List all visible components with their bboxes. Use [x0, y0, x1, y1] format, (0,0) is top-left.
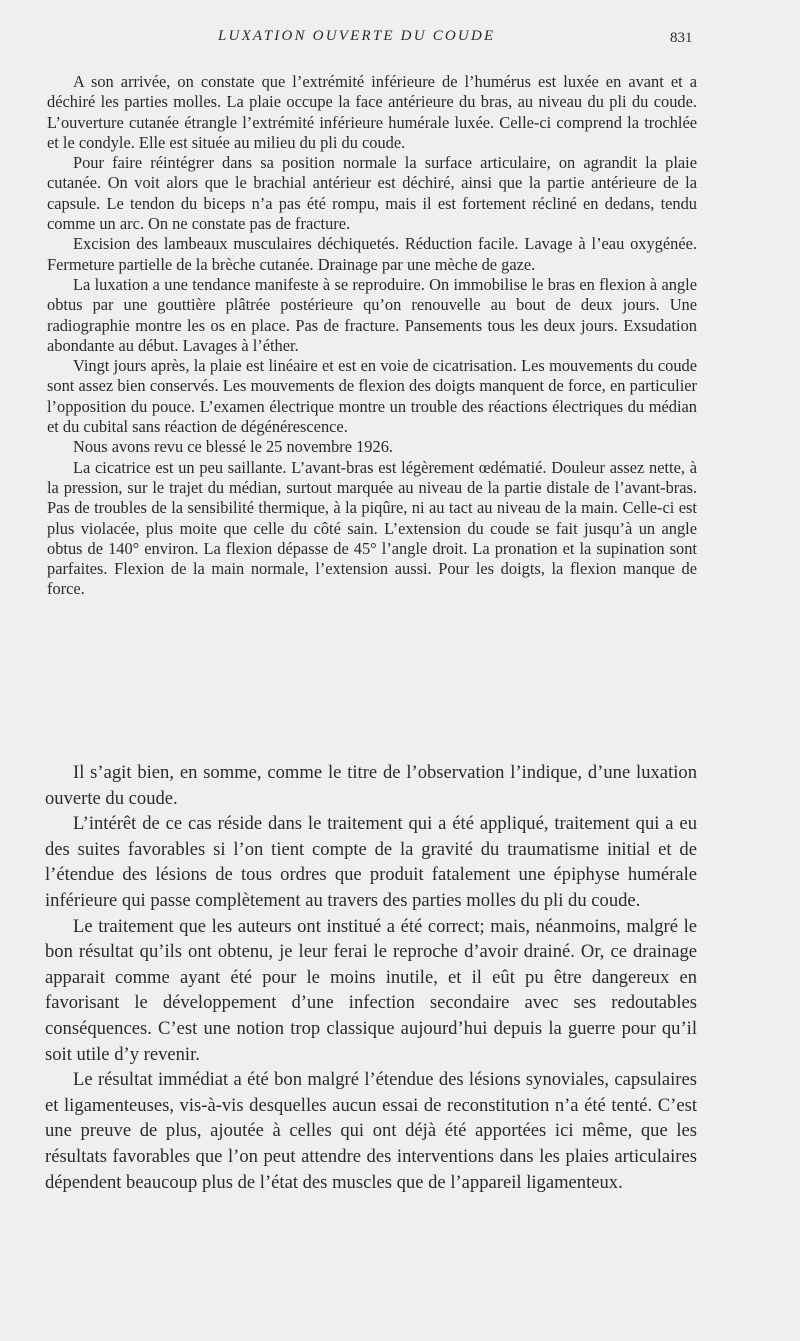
observation-paragraph: Excision des lambeaux musculaires déchiquetés. Réduction facile. Lavage à l’eau oxygénée. Fermeture partielle de la brèche cutanée. Drainage par une mèche de gaze.: [47, 234, 697, 274]
observation-paragraph: Vingt jours après, la plaie est linéaire et est en voie de cicatrisation. Les mouvements du coude sont assez bien conservés. Les mouvements de flexion des doigts manquent de force, en particulier l’opposition du pouce. L’examen électrique montre un trouble des réactions électriques du médian et du cubital sans réaction de dégénérescence.: [47, 356, 697, 437]
commentary-text: [45, 760, 697, 1195]
commentary-paragraph: Il s’agit bien, en somme, comme le titre de l’observation l’indique, d’une luxation ouverte du coude.: [45, 762, 697, 809]
observation-paragraph: A son arrivée, on constate que l’extrémité inférieure de l’humérus est luxée en avant et a déchiré les parties molles. La plaie occupe la face antérieure du bras, au niveau du pli du coude. L’ouverture cutanée étrangle l’extrémité inférieure humérale luxée. Celle-ci comprend la trochlée et le condyle. Elle est située au milieu du pli du coude.: [47, 72, 697, 152]
observation-paragraph: La luxation a une tendance manifeste à se reproduire. On immobilise le bras en flexion à angle obtus par une gouttière plâtrée postérieure qu’on renouvelle au bout de deux jours. Une radiographie montre les os en place. Pas de fracture. Pansements tous les deux jours. Exsudation abondante au début. Lavages à l’éther.: [47, 274, 697, 355]
page-number: 831: [670, 30, 693, 46]
commentary-paragraph: L’intérêt de ce cas réside dans le traitement qui a été appliqué, traitement qui a eu des suites favorables si l’on tient compte de la gravité du traumatisme initial et de l’étendue des lésions de tous ordres que produit fatalement une épiphyse humérale inférieure qui passe complètement au travers des parties molles du pli du coude.: [45, 813, 697, 911]
observation-paragraph: Nous avons revu ce blessé le 25 novembre 1926.: [73, 437, 393, 457]
page-header: [0, 28, 800, 52]
observation-paragraph: Pour faire réintégrer dans sa position normale la surface articulaire, on agrandit la plaie cutanée. On voit alors que le brachial antérieur est déchiré, ainsi que la partie antérieure de la capsule. Le tendon du biceps n’a pas été rompu, mais il est fortement récliné en dedans, tendu comme un arc. On ne constate pas de fracture.: [47, 153, 697, 234]
running-title: LUXATION OUVERTE DU COUDE: [218, 28, 496, 44]
observation-paragraph: La cicatrice est un peu saillante. L’avant-bras est légèrement œdématié. Douleur assez nette, à la pression, sur le trajet du médian, surtout marquée au niveau de la partie distale de l’avant-bras. Pas de troubles de la sensibilité thermique, à la piqûre, ni au tact au niveau de la main. Celle-ci est plus violacée, plus moite que celle du côté sain. L’extension du coude se fait jusqu’à un angle obtus de 140° environ. La flexion dépasse de 45° l’angle droit. La pronation et la supination sont parfaites. Flexion de la main normale, l’extension aussi. Pour les doigts, la flexion manque de force.: [47, 457, 697, 599]
commentary-paragraph: Le traitement que les auteurs ont institué a été correct; mais, néanmoins, malgré le bon résultat qu’ils ont obtenu, je leur ferai le reproche d’avoir drainé. Or, ce drainage apparait comme ayant été pour le moins inutile, et il eût pu être dangereux en favorisant le développement d’une infection secondaire avec ses redoutables conséquences. C’est une notion trop classique aujourd’hui depuis la guerre pour qu’il soit utile d’y revenir.: [45, 915, 697, 1065]
commentary-paragraph: Le résultat immédiat a été bon malgré l’étendue des lésions synoviales, capsulaires et ligamenteuses, vis-à-vis desquelles aucun essai de reconstitution n’a été tenté. C’est une preuve de plus, ajoutée à celles qui ont déjà été apportées ici même, que les résultats favorables que l’on peut attendre des interventions dans les plaies articulaires dépendent beaucoup plus de l’état des muscles que de l’appareil ligamenteux.: [45, 1069, 697, 1193]
observation-text: [47, 72, 697, 600]
